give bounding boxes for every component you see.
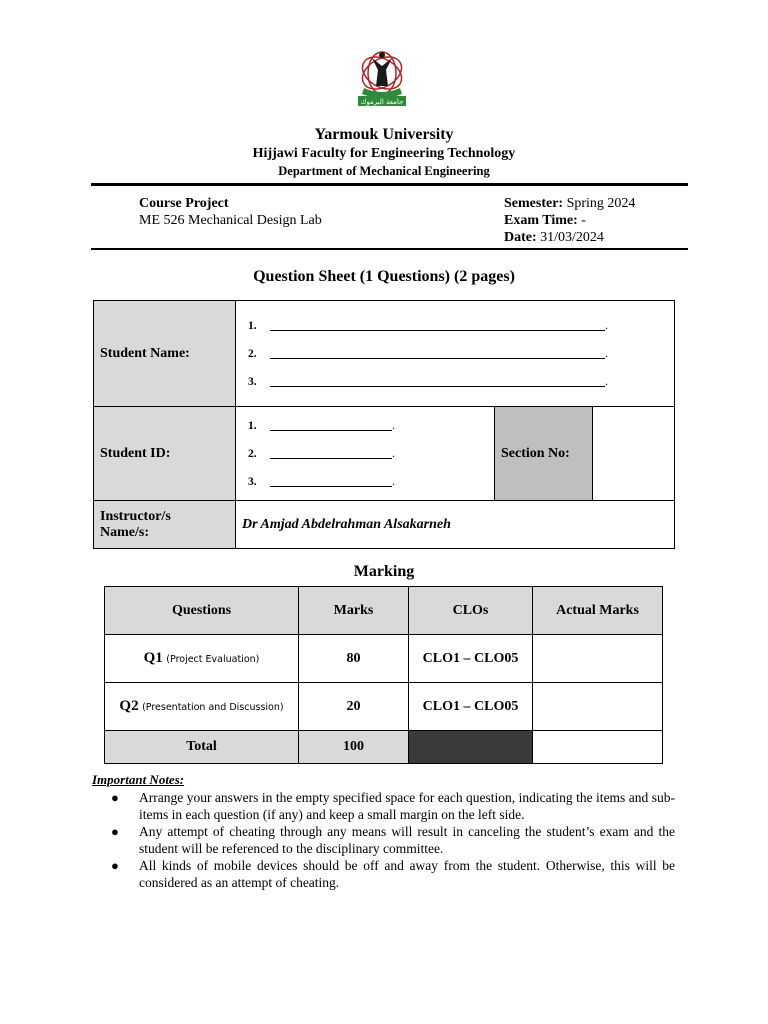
student-id-lines: [236, 407, 495, 501]
question-cell: Q2 (Presentation and Discussion): [105, 683, 299, 731]
department-name: Department of Mechanical Engineering: [278, 164, 490, 178]
marks-cell: 20: [299, 683, 409, 731]
header-rule-top: [91, 183, 688, 186]
question-cell: Q1 (Project Evaluation): [105, 635, 299, 683]
header-questions: Questions: [105, 587, 299, 635]
marking-table: [104, 586, 663, 764]
student-name-line-3[interactable]: 3. .: [248, 374, 608, 388]
total-clos-blank: [409, 731, 533, 764]
section-no-field[interactable]: [593, 407, 675, 501]
university-logo: [350, 46, 414, 114]
instructor-name: Dr Amjad Abdelrahman Alsakarneh: [236, 501, 675, 549]
university-name: Yarmouk University: [314, 126, 454, 143]
exam-time-label: Exam Time:: [504, 213, 578, 228]
student-name-label: Student Name:: [94, 301, 236, 407]
semester-value: Spring 2024: [566, 196, 636, 211]
semester-label: Semester:: [504, 196, 564, 211]
student-name-line-1[interactable]: 1. .: [248, 318, 608, 332]
instructor-label: Instructor/s Name/s:: [94, 501, 236, 549]
total-label: Total: [105, 731, 299, 764]
header-rule-bottom: [91, 248, 688, 250]
total-row: [105, 731, 663, 764]
student-id-label: Student ID:: [94, 407, 236, 501]
student-id-line-2[interactable]: 2. .: [248, 446, 395, 460]
student-id-line-3[interactable]: 3. .: [248, 474, 395, 488]
student-info-table: [93, 300, 675, 549]
list-item: ● All kinds of mobile devices should be off and away from the student. Otherwise, this will be considered as an attempt of cheating.: [111, 858, 675, 890]
table-row: [105, 683, 663, 731]
marks-cell: 80: [299, 635, 409, 683]
clos-cell: CLO1 – CLO05: [409, 683, 533, 731]
marking-title: Marking: [353, 563, 415, 580]
actual-marks-cell[interactable]: [533, 683, 663, 731]
bullet-icon: ●: [111, 858, 119, 873]
actual-marks-cell[interactable]: [533, 635, 663, 683]
table-row: [105, 635, 663, 683]
logo-arabic-text: جامعة اليرموك: [360, 98, 404, 106]
exam-time-value: -: [581, 213, 586, 228]
header-marks: Marks: [299, 587, 409, 635]
faculty-name: Hijjawi Faculty for Engineering Technology: [252, 146, 516, 161]
header-clos: CLOs: [409, 587, 533, 635]
section-no-label: Section No:: [495, 407, 593, 501]
marking-header-row: [105, 587, 663, 635]
date-label: Date:: [504, 230, 537, 245]
course-name: ME 526 Mechanical Design Lab: [139, 213, 322, 228]
student-id-line-1[interactable]: 1. .: [248, 418, 395, 432]
date-value: 31/03/2024: [540, 230, 604, 245]
bullet-icon: ●: [111, 824, 119, 839]
student-name-line-2[interactable]: 2. .: [248, 346, 608, 360]
total-actual-marks[interactable]: [533, 731, 663, 764]
student-name-lines: [236, 301, 675, 407]
bullet-icon: ●: [111, 790, 119, 805]
notes-title: Important Notes:: [92, 772, 185, 787]
course-type: Course Project: [139, 196, 229, 211]
list-item: ● Arrange your answers in the empty specified space for each question, indicating the items and sub-items in each question (if any) and keep a small margin on the left side.: [111, 790, 675, 822]
total-marks: 100: [299, 731, 409, 764]
notes-list: [111, 790, 675, 892]
exam-info: [504, 195, 635, 246]
course-info: [139, 195, 322, 229]
question-sheet-title: Question Sheet (1 Questions) (2 pages): [253, 268, 515, 285]
header-actual-marks: Actual Marks: [533, 587, 663, 635]
clos-cell: CLO1 – CLO05: [409, 635, 533, 683]
list-item: ● Any attempt of cheating through any means will result in canceling the student’s exam and the student will be referenced to the disciplinary committee.: [111, 824, 675, 856]
